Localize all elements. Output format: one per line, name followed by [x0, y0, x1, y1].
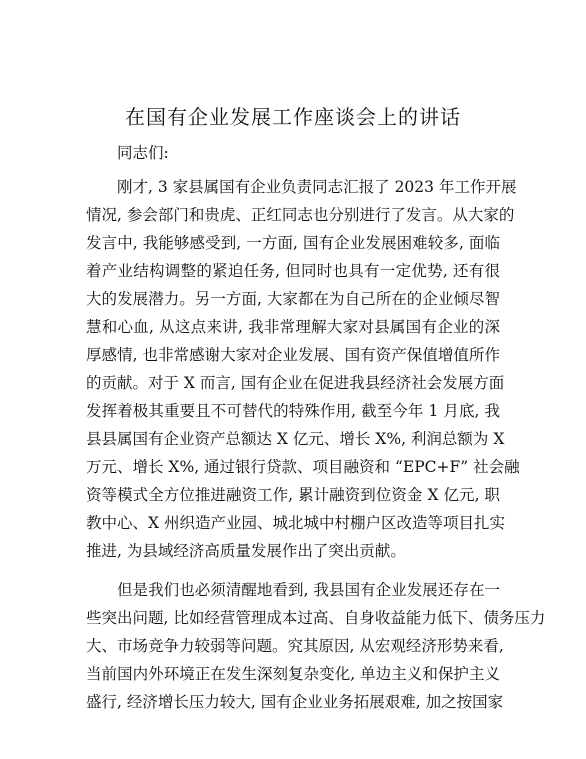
speech-title: 在国有企业发展工作座谈会上的讲话	[125, 105, 461, 129]
paragraph-1-line: 县县属国有企业资产总额达 X 亿元、增长 X%, 利润总额为 X	[86, 430, 505, 448]
paragraph-1-line: 的贡献。对于 X 而言, 国有企业在促进我县经济社会发展方面	[86, 374, 505, 392]
paragraph-2-line: 大、市场竞争力较弱等问题。究其原因, 从宏观经济形势来看,	[86, 637, 504, 655]
paragraph-1-line: 慧和心血, 从这点来讲, 我非常理解大家对县属国有企业的深	[86, 318, 500, 336]
paragraph-1-line: 刚才, 3 家县属国有企业负责同志汇报了 2023 年工作开展	[117, 178, 517, 196]
paragraph-2-line: 些突出问题, 比如经营管理成本过高、自身收益能力低下、债务压力	[86, 609, 546, 627]
paragraph-1-line: 推进, 为县域经济高质量发展作出了突出贡献。	[86, 542, 406, 560]
salutation: 同志们:	[117, 144, 169, 162]
paragraph-1-line: 万元、增长 X%, 通过银行贷款、项目融资和 “EPC+F” 社会融	[86, 458, 520, 476]
paragraph-1-line: 着产业结构调整的紧迫任务, 但同时也具有一定优势, 还有很	[86, 262, 500, 280]
paragraph-1-line: 情况, 参会部门和贵虎、正红同志也分别进行了发言。从大家的	[86, 206, 515, 224]
paragraph-2-line: 盛行, 经济增长压力较大, 国有企业业务拓展艰难, 加之按国家	[86, 693, 504, 711]
paragraph-1-line: 资等模式全方位推进融资工作, 累计融资到位资金 X 亿元, 职	[86, 486, 500, 504]
paragraph-2-line: 但是我们也必须清醒地看到, 我县国有企业发展还存在一	[117, 581, 500, 599]
paragraph-1-line: 发言中, 我能够感受到, 一方面, 国有企业发展困难较多, 面临	[86, 234, 500, 252]
paragraph-1-line: 大的发展潜力。另一方面, 大家都在为自己所在的企业倾尽智	[86, 290, 500, 308]
paragraph-1-line: 教中心、X 州织造产业园、城北城中村棚户区改造等项目扎实	[86, 514, 505, 532]
paragraph-1-line: 厚感情, 也非常感谢大家对企业发展、国有资产保值增值所作	[86, 346, 500, 364]
paragraph-1-line: 发挥着极其重要且不可替代的特殊作用, 截至今年 1 月底, 我	[86, 402, 500, 420]
paragraph-2-line: 当前国内外环境正在发生深刻复杂变化, 单边主义和保护主义	[86, 665, 500, 683]
